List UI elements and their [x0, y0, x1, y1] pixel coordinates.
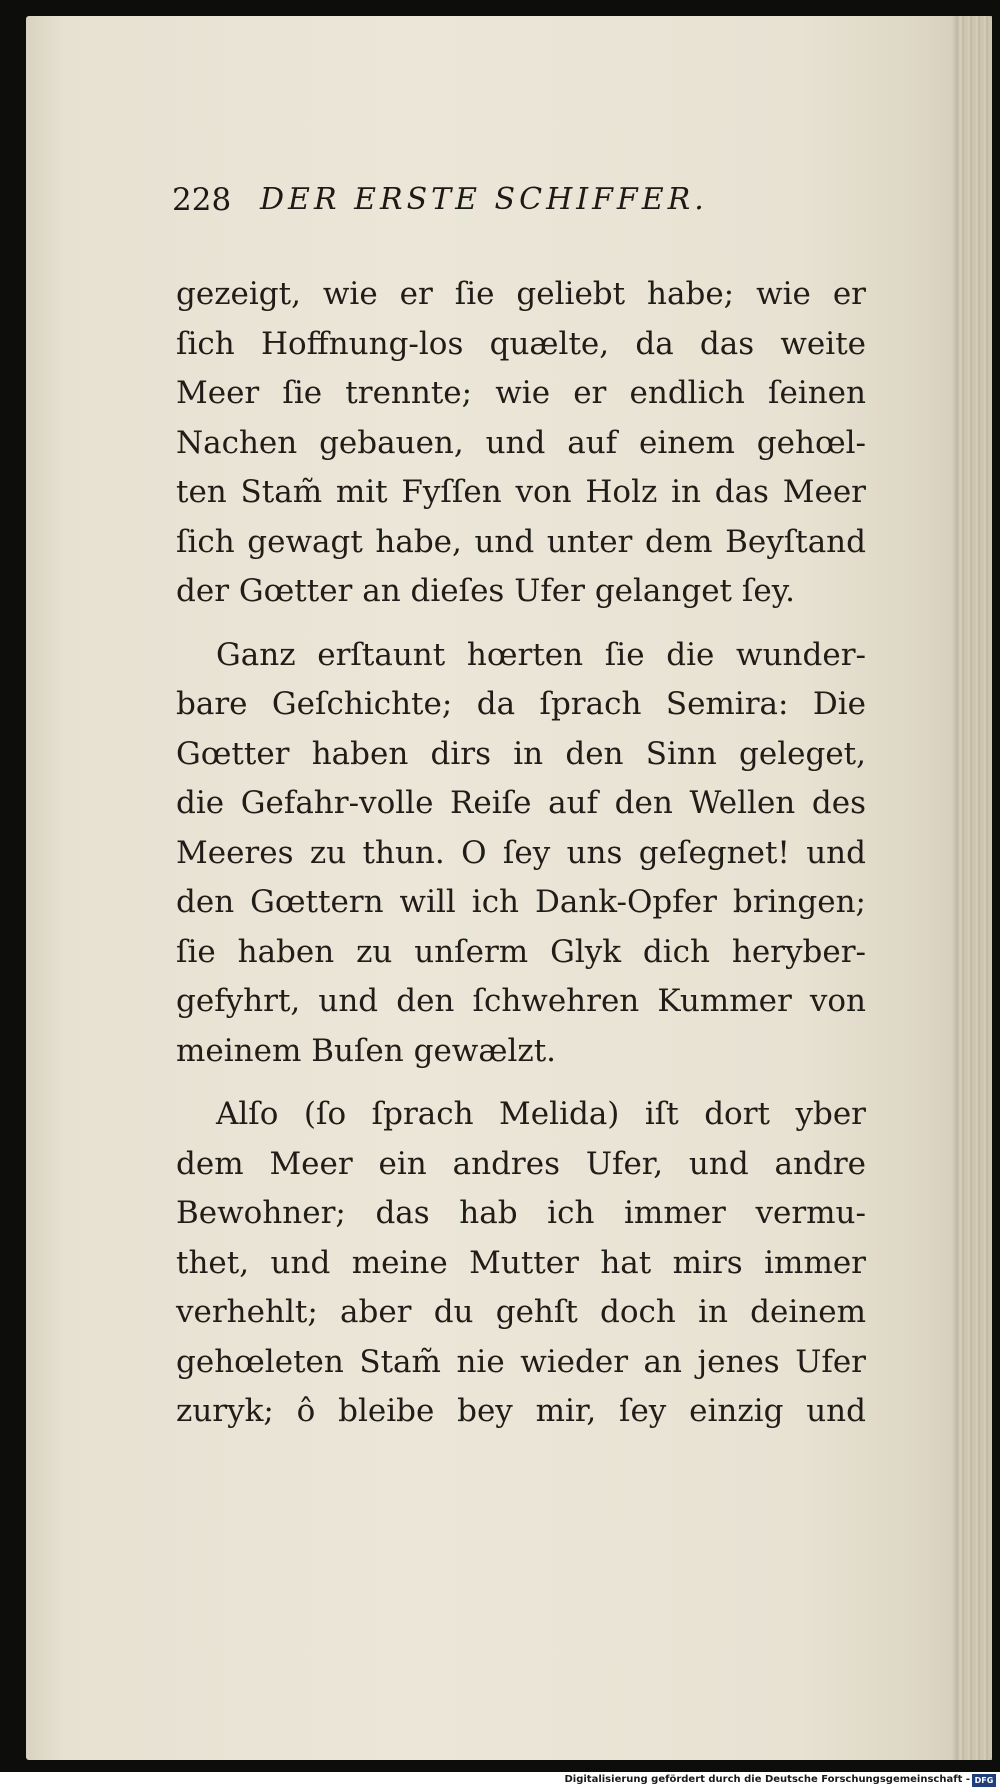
- page-header: [148, 180, 788, 234]
- text-line: verhehlt; aber du gehſt doch in deinem: [176, 1294, 866, 1330]
- text-line: dem Meer ein andres Ufer, und andre: [176, 1145, 866, 1182]
- text-line: thet, und meine Mutter hat mirs immer: [176, 1244, 866, 1281]
- page-number: 228: [172, 182, 232, 218]
- text-line: ten Stam̃ mit Fyſſen von Holz in das Meer: [176, 474, 866, 510]
- text-line: bare Geſchichte; da ſprach Semira: Die: [176, 686, 866, 722]
- text-line: meinem Buſen gewælzt.: [176, 1032, 557, 1069]
- text-line: Bewohner; das hab ich immer vermu-: [176, 1195, 866, 1231]
- text-line: gezeigt, wie er ſie geliebt habe; wie er: [176, 276, 866, 312]
- text-line: Alſo (ſo ſprach Melida) iſt dort yber: [216, 1096, 866, 1132]
- text-line: ſich gewagt habe, und unter dem Beyſtand: [176, 523, 866, 560]
- text-line: Meer ſie trennte; wie er endlich ſeinen: [176, 375, 866, 411]
- footer-bar: [0, 1772, 1000, 1790]
- text-line: Gœtter haben dirs in den Sinn geleget,: [176, 735, 866, 772]
- text-line: gehœleten Stam̃ nie wieder an jenes Ufer: [176, 1343, 866, 1380]
- paragraph: [176, 1090, 866, 1437]
- paragraph: [176, 270, 866, 617]
- paragraph-gap: [176, 617, 866, 631]
- text-line: ſich Hoffnung-los quælte, da das weite: [176, 325, 866, 362]
- text-line: zuryk; ô bleibe bey mir, ſey einzig und: [176, 1393, 866, 1429]
- running-title: DER ERSTE SCHIFFER.: [260, 182, 708, 217]
- body-text: [176, 270, 866, 1437]
- text-line: der Gœtter an dieſes Ufer gelanget ſey.: [176, 573, 795, 609]
- funding-credit: Digitalisierung gefördert durch die Deutsche Forschungsgemeinschaft -: [564, 1774, 970, 1785]
- paragraph-gap: [176, 1076, 866, 1090]
- text-line: die Gefahr-volle Reiſe auf den Wellen des: [176, 785, 866, 821]
- text-line: Ganz erſtaunt hœrten ſie die wunder-: [216, 636, 866, 673]
- text-line: den Gœttern will ich Dank-Opfer bringen;: [176, 884, 866, 920]
- page-edges: [958, 16, 992, 1760]
- text-line: ſie haben zu unſerm Glyk dich heryber-: [176, 933, 866, 970]
- paragraph: [176, 631, 866, 1077]
- text-line: gefyhrt, und den ſchwehren Kummer von: [176, 983, 866, 1019]
- text-line: Meeres zu thun. O ſey uns geſegnet! und: [176, 834, 866, 871]
- text-line: Nachen gebauen, und auf einem gehœl-: [176, 424, 866, 461]
- dfg-logo: DFG: [972, 1774, 996, 1787]
